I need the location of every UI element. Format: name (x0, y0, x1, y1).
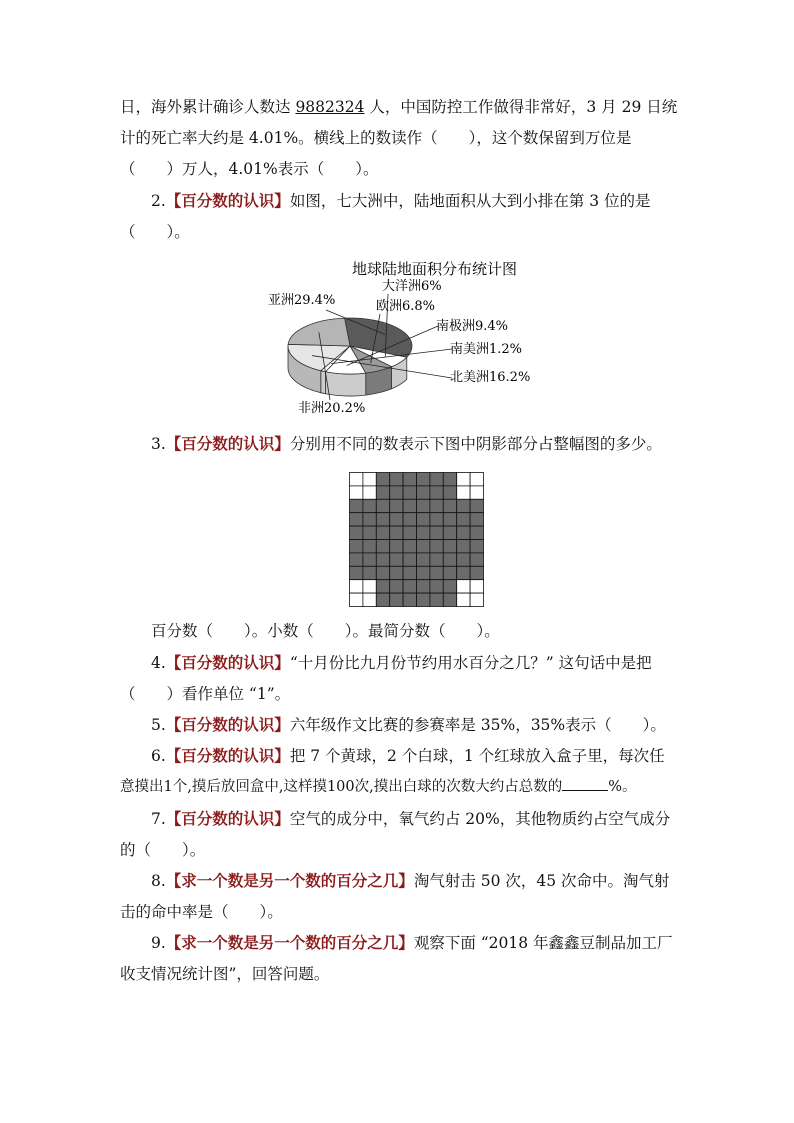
grid-cell-shaded (376, 473, 389, 486)
grid-cell (350, 593, 363, 606)
text-line: （ ）万人，4.01%表示（ ）。 (120, 160, 379, 178)
grid-cell-shaded (376, 553, 389, 566)
grid-cell (363, 486, 376, 499)
grid-cell-shaded (417, 526, 430, 539)
grid-cell-shaded (376, 486, 389, 499)
grid-cell-shaded (403, 593, 416, 606)
grid-cell (350, 486, 363, 499)
grid-cell-shaded (430, 486, 443, 499)
grid-cell-shaded (363, 513, 376, 526)
grid-cell-shaded (417, 513, 430, 526)
grid-cell-shaded (430, 526, 443, 539)
question-7 (151, 808, 670, 830)
grid-cell (470, 593, 483, 606)
grid-cell (457, 593, 470, 606)
grid-cell-shaded (430, 540, 443, 553)
grid-cell-shaded (443, 499, 456, 512)
grid-cell-shaded (390, 566, 403, 579)
grid-cell-shaded (403, 526, 416, 539)
grid-cell-shaded (376, 566, 389, 579)
grid-cell-shaded (430, 566, 443, 579)
grid-cell-shaded (430, 593, 443, 606)
grid-cell-shaded (350, 566, 363, 579)
grid-cell-shaded (443, 580, 456, 593)
grid-cell-shaded (457, 566, 470, 579)
grid-cell-shaded (457, 540, 470, 553)
topic-tag: 【求一个数是另一个数的百分之几】 (165, 871, 414, 890)
grid-cell-shaded (376, 499, 389, 512)
question-text: 六年级作文比赛的参赛率是 35%，35%表示（ ）。 (289, 716, 666, 734)
grid-cell-shaded (350, 553, 363, 566)
grid-cell (470, 473, 483, 486)
grid-cell-shaded (403, 499, 416, 512)
grid-cell-shaded (470, 499, 483, 512)
topic-tag: 【百分数的认识】 (165, 746, 290, 765)
chart-title: 地球陆地面积分布统计图 (352, 260, 518, 278)
grid-cell-shaded (417, 540, 430, 553)
text-line (120, 96, 677, 118)
question-number: 4. (151, 654, 166, 672)
grid-cell-shaded (363, 526, 376, 539)
text: 日，海外累计确诊人数达 (120, 98, 296, 116)
grid-cell-shaded (350, 540, 363, 553)
text-line: （ ）看作单位 “1”。 (120, 685, 291, 703)
text-line: 收支情况统计图”，回答问题。 (120, 965, 330, 983)
grid-cell-shaded (390, 513, 403, 526)
grid-cell (470, 580, 483, 593)
grid-cell (457, 473, 470, 486)
question-number: 2. (151, 192, 166, 210)
fill-in-blank (562, 776, 608, 791)
grid-cell-shaded (417, 580, 430, 593)
grid-cell (457, 580, 470, 593)
grid-cell (457, 486, 470, 499)
grid-cell-shaded (363, 499, 376, 512)
grid-cell-shaded (470, 526, 483, 539)
grid-cell-shaded (403, 566, 416, 579)
grid-cell-shaded (443, 486, 456, 499)
grid-cell-shaded (390, 499, 403, 512)
grid-cell (350, 473, 363, 486)
question-text: 分别用不同的数表示下图中阴影部分占整幅图的多少。 (289, 435, 662, 453)
slice-label: 非洲20.2% (298, 401, 366, 416)
question-3 (151, 433, 662, 455)
question-number: 5. (151, 716, 166, 734)
grid-cell-shaded (376, 526, 389, 539)
question-text: 如图，七大洲中，陆地面积从大到小排在第 3 位的是 (289, 192, 651, 210)
grid-cell-shaded (417, 473, 430, 486)
text-line (120, 776, 637, 798)
question-number: 7. (151, 810, 166, 828)
question-text: 观察下面 “2018 年鑫鑫豆制品加工厂 (413, 934, 673, 952)
grid-cell-shaded (417, 593, 430, 606)
slice-label: 欧洲6.8% (376, 299, 436, 314)
grid-cell-shaded (376, 540, 389, 553)
grid-cell (363, 593, 376, 606)
grid-cell (363, 473, 376, 486)
question-number: 8. (151, 872, 166, 890)
grid-cell-shaded (470, 553, 483, 566)
grid-cell-shaded (403, 553, 416, 566)
question-9 (151, 932, 673, 954)
grid-cell-shaded (390, 580, 403, 593)
question-4 (151, 652, 652, 674)
grid-cell-shaded (417, 566, 430, 579)
grid-cell-shaded (403, 473, 416, 486)
grid-cell-shaded (457, 513, 470, 526)
grid-cell-shaded (457, 526, 470, 539)
slice-label: 亚洲29.4% (268, 293, 336, 308)
grid-cell-shaded (376, 580, 389, 593)
question-5 (151, 714, 666, 736)
grid-cell-shaded (443, 566, 456, 579)
grid-cell-shaded (443, 593, 456, 606)
grid-cell-shaded (443, 540, 456, 553)
grid-cell-shaded (470, 513, 483, 526)
grid-cell (350, 580, 363, 593)
grid-cell-shaded (443, 473, 456, 486)
question-6 (151, 745, 665, 767)
underlined-number: 9882324 (295, 98, 365, 116)
question-number: 6. (151, 747, 166, 765)
grid-cell-shaded (390, 526, 403, 539)
grid-cell-shaded (417, 499, 430, 512)
grid-cell-shaded (390, 540, 403, 553)
grid-cell-shaded (350, 513, 363, 526)
shaded-grid-figure (349, 472, 484, 607)
grid-cell (363, 580, 376, 593)
slice-label: 南美洲1.2% (450, 342, 523, 357)
question-text: 空气的成分中，氧气约占 20%，其他物质约占空气成分 (289, 810, 671, 828)
grid-cell-shaded (390, 486, 403, 499)
grid-cell-shaded (417, 553, 430, 566)
topic-tag: 【求一个数是另一个数的百分之几】 (165, 933, 414, 952)
grid-cell-shaded (403, 540, 416, 553)
question-2 (151, 190, 651, 212)
grid-cell-shaded (350, 499, 363, 512)
question-number: 3. (151, 435, 166, 453)
text: 意摸出1个,摸后放回盒中,这样摸100次,摸出白球的次数大约占总数的 (120, 779, 563, 795)
grid-cell-shaded (430, 499, 443, 512)
grid-cell-shaded (390, 553, 403, 566)
slice-label: 北美洲16.2% (450, 370, 531, 385)
grid-cell-shaded (457, 499, 470, 512)
grid-cell-shaded (430, 580, 443, 593)
grid-cell-shaded (363, 553, 376, 566)
grid-cell-shaded (363, 566, 376, 579)
grid-cell-shaded (350, 526, 363, 539)
grid-cell-shaded (363, 540, 376, 553)
pie-top (288, 318, 412, 374)
grid-cell-shaded (430, 513, 443, 526)
grid-cell-shaded (443, 553, 456, 566)
grid-cell-shaded (390, 473, 403, 486)
slice-label: 南极洲9.4% (436, 319, 509, 334)
grid-cell-shaded (403, 486, 416, 499)
grid-cell (470, 486, 483, 499)
pie-slice-side (326, 372, 366, 396)
land-area-pie-chart (264, 254, 554, 424)
question-text: 淘气射击 50 次，45 次命中。淘气射 (413, 872, 670, 890)
topic-tag: 【百分数的认识】 (165, 715, 290, 734)
pie-slice (288, 318, 350, 346)
grid-cell-shaded (376, 513, 389, 526)
grid-cell-shaded (430, 473, 443, 486)
text-line: 的（ ）。 (120, 841, 206, 859)
topic-tag: 【百分数的认识】 (165, 653, 290, 672)
text-line: 计的死亡率大约是 4.01%。横线上的数读作（ ），这个数保留到万位是 (120, 129, 632, 147)
question-text: 把 7 个黄球，2 个白球，1 个红球放入盒子里，每次任 (289, 747, 665, 765)
grid-cell-shaded (470, 540, 483, 553)
question-number: 9. (151, 934, 166, 952)
grid-cell-shaded (443, 513, 456, 526)
slice-label: 大洋洲6% (382, 279, 442, 294)
text: %。 (608, 779, 637, 795)
grid-cell-shaded (470, 566, 483, 579)
question-8 (151, 870, 670, 892)
topic-tag: 【百分数的认识】 (165, 434, 290, 453)
answer-line: 百分数（ ）。小数（ ）。最简分数（ ）。 (151, 622, 500, 640)
grid-cell-shaded (417, 486, 430, 499)
text-line: （ ）。 (120, 223, 190, 241)
grid-cell-shaded (403, 513, 416, 526)
text: 人，中国防控工作做得非常好，3 月 29 日统 (364, 98, 678, 116)
grid-cell-shaded (430, 553, 443, 566)
question-text: “十月份比九月份节约用水百分之几？” 这句话中是把 (289, 654, 652, 672)
grid-cell-shaded (390, 593, 403, 606)
grid-cell-shaded (443, 526, 456, 539)
topic-tag: 【百分数的认识】 (165, 809, 290, 828)
pie-slice-side (321, 371, 326, 394)
grid-cell-shaded (376, 593, 389, 606)
topic-tag: 【百分数的认识】 (165, 191, 290, 210)
grid-cell-shaded (403, 580, 416, 593)
text-line: 击的命中率是（ ）。 (120, 903, 283, 921)
grid-cell-shaded (457, 553, 470, 566)
